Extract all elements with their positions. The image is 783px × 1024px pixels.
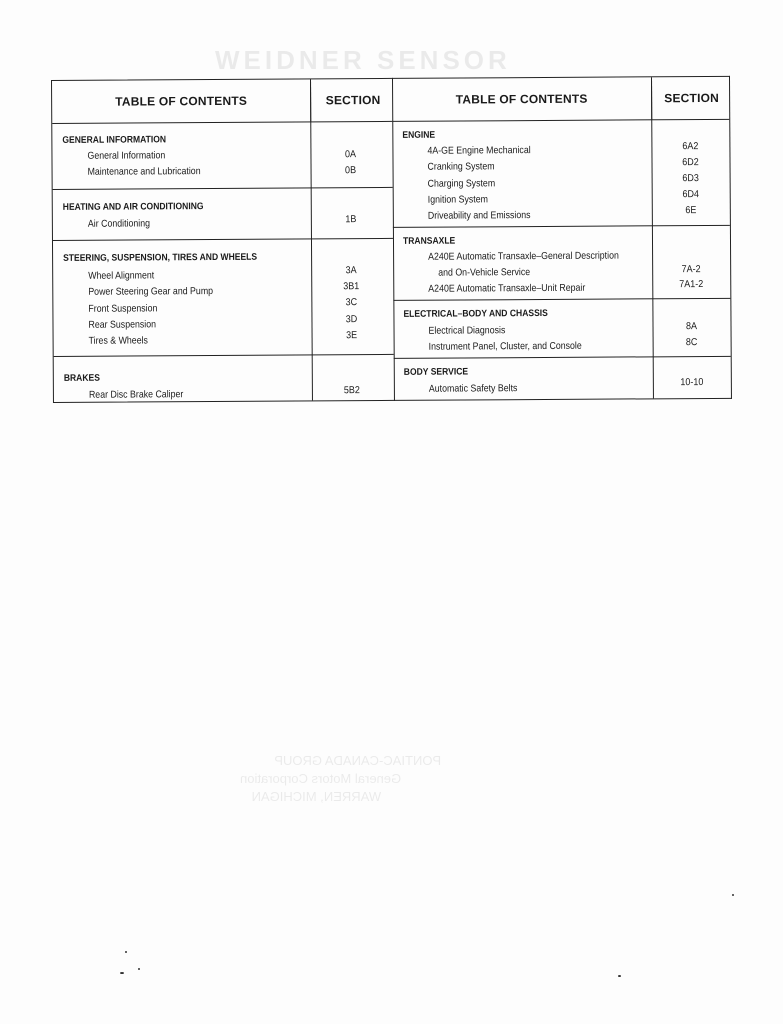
- section-code: 6D4: [682, 189, 700, 201]
- section-code: 0B: [345, 165, 357, 177]
- section-code: 6D3: [682, 173, 699, 185]
- scan-speck: [120, 972, 124, 974]
- toc-left-column: [51, 78, 395, 403]
- bleed-through-title: WEIDNER SENSOR: [215, 45, 511, 75]
- section-heading: SECTION: [310, 79, 395, 122]
- toc-heading: TABLE OF CONTENTS: [115, 93, 248, 109]
- toc-entry: 4A-GE Engine Mechanical: [427, 145, 531, 157]
- toc-entry: Tires & Wheels: [88, 335, 148, 347]
- toc-entry: Driveability and Emissions: [427, 210, 531, 222]
- toc-group-electrical-body-chassis: [393, 299, 730, 359]
- group-title: ENGINE: [402, 129, 436, 141]
- scan-speck: [618, 975, 621, 977]
- group-title: HEATING AND AIR CONDITIONING: [62, 201, 204, 213]
- section-code: 8C: [685, 337, 698, 349]
- toc-group-heating-air-conditioning: [53, 188, 393, 241]
- scan-speck: [138, 968, 140, 970]
- bleed-through-publisher: [240, 752, 441, 806]
- bleed-through-line: WARREN, MICHIGAN: [251, 789, 382, 804]
- section-code: 5B2: [343, 385, 360, 397]
- group-title: TRANSAXLE: [402, 235, 456, 247]
- toc-entry: General Information: [87, 150, 166, 162]
- group-title: GENERAL INFORMATION: [62, 134, 167, 146]
- toc-group-transaxle: [393, 226, 730, 301]
- scan-speck: [125, 951, 127, 953]
- toc-entry: Front Suspension: [88, 303, 158, 315]
- toc-entry: Ignition System: [427, 194, 488, 206]
- toc-entry: Rear Disc Brake Caliper: [88, 389, 184, 401]
- toc-left-header: [52, 79, 392, 124]
- toc-heading: TABLE OF CONTENTS: [455, 91, 588, 107]
- toc-group-body-service: [394, 357, 731, 402]
- toc-group-steering-suspension: [53, 239, 394, 357]
- toc-group-engine: [392, 120, 730, 228]
- group-title: ELECTRICAL–BODY AND CHASSIS: [403, 307, 548, 320]
- toc-group-general-information: [52, 122, 392, 190]
- toc-entry: Electrical Diagnosis: [428, 325, 506, 337]
- toc-entry: Wheel Alignment: [88, 270, 155, 282]
- section-heading: SECTION: [651, 77, 731, 119]
- bleed-through-line: PONTIAC-CANADA GROUP: [274, 753, 442, 768]
- section-code: 3E: [346, 330, 358, 342]
- toc-entry: Maintenance and Lubrication: [87, 166, 201, 178]
- scan-speck: [732, 894, 734, 896]
- section-code: 3A: [345, 265, 357, 277]
- table-of-contents: [51, 76, 732, 403]
- toc-group-brakes: [54, 355, 394, 404]
- toc-right-header: [392, 77, 729, 122]
- toc-entry: Air Conditioning: [87, 218, 151, 230]
- group-title: STEERING, SUSPENSION, TIRES AND WHEELS: [63, 251, 258, 264]
- toc-entry: Power Steering Gear and Pump: [88, 286, 214, 298]
- toc-entry: and On-Vehicle Service: [438, 267, 531, 279]
- toc-entry: Cranking System: [427, 161, 495, 173]
- toc-entry: A240E Automatic Transaxle–General Description: [428, 250, 619, 263]
- section-code: 8A: [685, 321, 698, 333]
- bleed-through-line: General Motors Corporation: [240, 771, 402, 786]
- section-code: 1B: [345, 214, 357, 226]
- section-code: 7A1-2: [679, 279, 704, 291]
- section-code: 6A2: [682, 141, 699, 153]
- toc-entry: A240E Automatic Transaxle–Unit Repair: [428, 282, 586, 295]
- section-code: 0A: [344, 149, 356, 161]
- toc-right-column: [392, 76, 732, 401]
- group-title: BODY SERVICE: [403, 366, 469, 378]
- toc-entry: Automatic Safety Belts: [428, 383, 518, 395]
- section-code: 10-10: [680, 377, 704, 389]
- toc-entry: Charging System: [427, 178, 496, 190]
- group-title: BRAKES: [63, 372, 100, 384]
- toc-entry: Instrument Panel, Cluster, and Console: [428, 340, 582, 353]
- section-code: 3C: [345, 297, 358, 309]
- toc-entry: Rear Suspension: [88, 319, 157, 331]
- section-code: 7A-2: [681, 264, 701, 276]
- section-code: 6D2: [682, 157, 699, 169]
- section-code: 3B1: [343, 281, 360, 293]
- section-code: 6E: [685, 205, 697, 217]
- section-code: 3D: [345, 314, 358, 326]
